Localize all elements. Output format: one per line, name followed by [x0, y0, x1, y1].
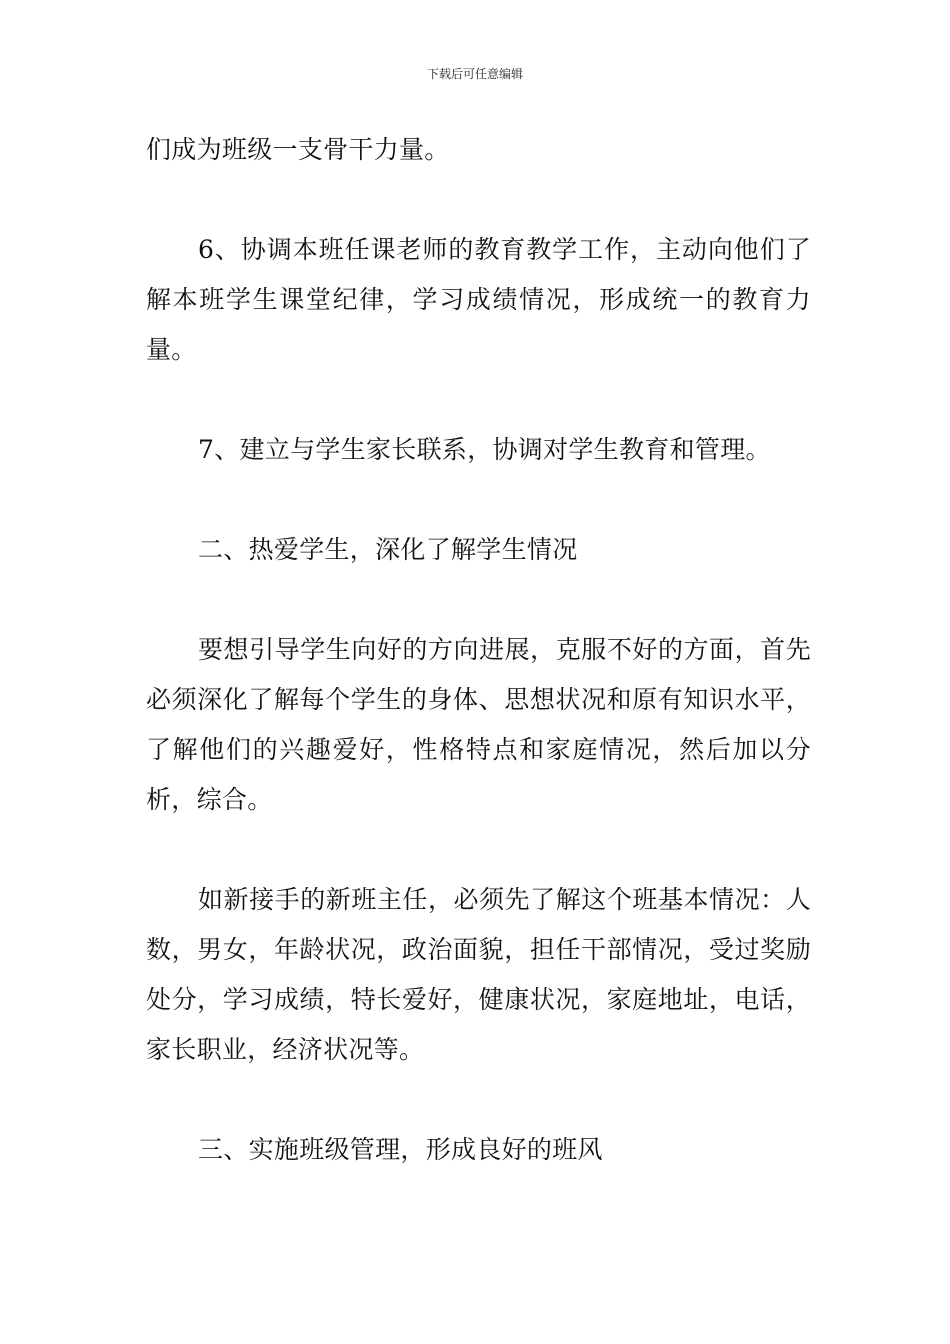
- paragraph-gap: [146, 1075, 811, 1125]
- paragraph-gap: [146, 375, 811, 425]
- document-body: [146, 125, 811, 1175]
- paragraph-item-7: 7、建立与学生家长联系，协调对学生教育和管理。: [198, 435, 771, 464]
- section-heading-3: 三、实施班级管理，形成良好的班风: [198, 1135, 603, 1164]
- paragraph-gap: [146, 825, 811, 875]
- paragraph-new-class-teacher: 如新接手的新班主任，必须先了解这个班基本情况：人数，男女，年龄状况，政治面貌，担任干部情况，受过奖励处分，学习成绩，特长爱好，健康状况，家庭地址，电话，家长职业，经济状况等。: [146, 885, 811, 1064]
- paragraph-gap: [146, 175, 811, 225]
- page-header: 下载后可任意编辑: [426, 67, 523, 81]
- paragraph-gap: [146, 575, 811, 625]
- paragraph-understand-students: 要想引导学生向好的方向进展，克服不好的方面，首先必须深化了解每个学生的身体、思想状况和原有知识水平，了解他们的兴趣爱好，性格特点和家庭情况，然后加以分析，综合。: [146, 635, 811, 814]
- section-heading-2: 二、热爱学生，深化了解学生情况: [198, 535, 578, 564]
- paragraph-item-6: 6、协调本班任课老师的教育教学工作，主动向他们了解本班学生课堂纪律，学习成绩情况，形成统一的教育力量。: [146, 235, 811, 364]
- paragraph-gap: [146, 475, 811, 525]
- paragraph-continuation: 们成为班级一支骨干力量。: [146, 135, 450, 164]
